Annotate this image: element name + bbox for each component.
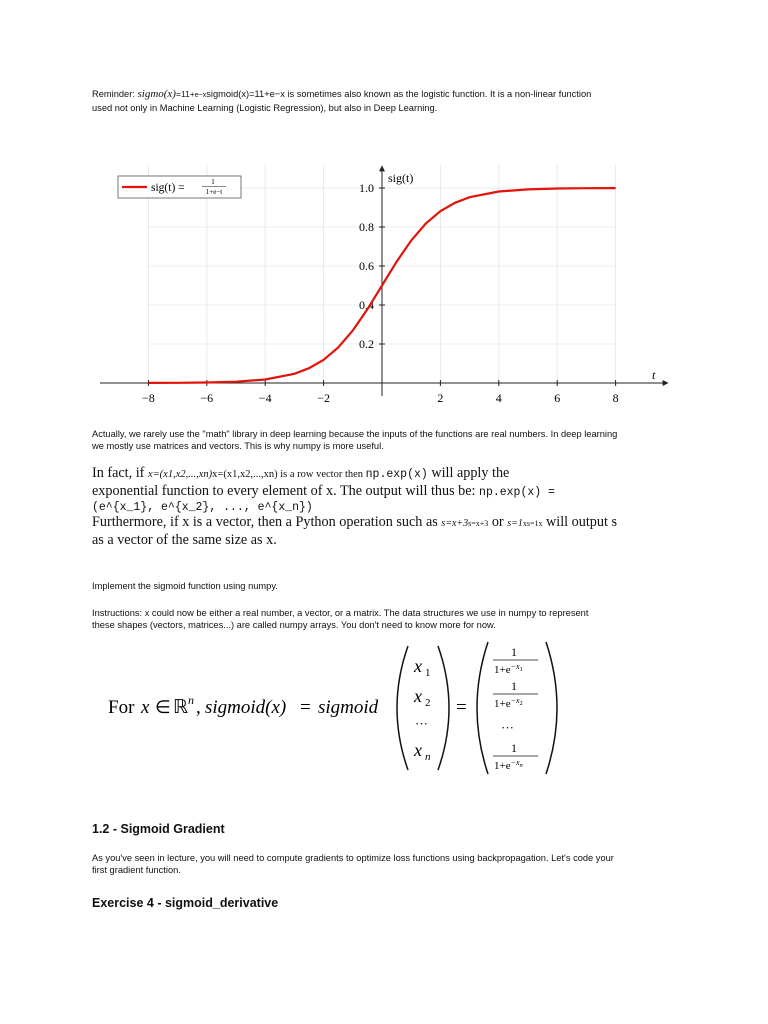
para3-line-1: In fact, if x=(x1,x2,...,xn)x=(x1,x2,...,xn) is a row vector then np.exp(x) will apply the [92,465,510,481]
legend-numerator: 1 [211,177,215,186]
eq-for: For [108,697,135,718]
para3-line-4: Furthermore, if x is a vector, then a Python operation such as s=x+3s=x+3 or s=1xs=1x will output s [92,514,617,530]
eq-n: n [188,693,194,707]
section-line-2: first gradient function. [92,865,181,875]
x-tick-label: −4 [258,391,272,405]
section-paragraph [92,852,692,876]
legend-denominator: 1+e−t [205,188,223,196]
left-paren-open [397,646,408,770]
instructions-line-1: Instructions: x could now be either a real number, a vector, or a matrix. The data structures we use in numpy to represent [92,608,589,618]
eq-equals-1: = [300,697,311,718]
x-tick-label: 4 [495,391,502,405]
actually-line-2: we mostly use matrices and vectors. This is why numpy is more useful. [92,441,384,451]
implement-text: Implement the sigmoid function using numpy. [92,581,278,591]
section-line-1: As you've seen in lecture, you will need to compute gradients to optimize loss functions using backpropagation. Let's code your [92,853,614,863]
x-axis-label: t [652,368,656,382]
x-tick-label: −8 [142,391,155,405]
eq-sigmoid: sigmoid [318,697,379,718]
right-paren-close [546,642,557,774]
frac-dots: ··· [501,720,514,735]
sigmoid-chart [90,160,680,410]
instructions-line-2: these shapes (vectors, matrices...) are called numpy arrays. You don't need to know more for now. [92,620,496,630]
y-tick-label: 0.4 [359,298,374,312]
actually-line-1: Actually, we rarely use the "math" library in deep learning because the inputs of the functions are real numbers. In deep learning [92,429,618,439]
y-tick-label: 0.2 [359,337,374,351]
actually-paragraph [92,428,692,452]
eq-reals: ℝ [173,697,189,718]
para3-line-5: as a vector of the same size as x. [92,532,277,548]
chart-legend [118,176,241,198]
fracn-den: $1+e^{-x}n$ [494,758,523,772]
vec-dots: ··· [415,716,428,731]
eq-sigmoid-x: sigmoid(x) [205,697,287,718]
sigmoid-vector-equation [100,638,580,778]
y-tick-label: 1.0 [359,181,374,195]
section-heading: 1.2 - Sigmoid Gradient [92,822,225,836]
right-paren-open [477,642,488,774]
x-tick-label: 6 [554,391,561,405]
exercise-heading: Exercise 4 - sigmoid_derivative [92,896,279,910]
frac1-num: 1 [511,645,517,659]
vec-x1: x [414,656,422,676]
eq-equals-2: = [456,697,467,718]
vec-xn-sub: n [425,751,431,763]
para3-line-2: exponential function to every element of x. The output will thus be: np.exp(x) = [92,483,555,499]
frac1-den: $1+e^{-x}1$ [494,662,523,676]
eq-x: x [141,697,150,718]
vec-x2-sub: 2 [425,697,431,709]
y-tick-label: 0.6 [359,259,374,273]
frac2-den: $1+e^{-x}2$ [494,696,523,710]
y-tick-label: 0.8 [359,220,374,234]
legend-label: sig(t) = [151,182,185,194]
para3-line-3: (e^{x_1}, e^{x_2}, ..., e^{x_n}) [92,501,313,514]
x-tick-label: −6 [200,391,214,405]
x-tick-label: −2 [317,391,330,405]
frac2-num: 1 [511,679,517,693]
eq-comma: , [196,697,201,718]
numpy-exp-paragraph [92,465,692,549]
reminder-paragraph [92,88,692,114]
vec-x2: x [414,686,422,706]
instructions-paragraph [92,607,692,631]
x-tick-label: 8 [612,391,619,405]
x-tick-label: 2 [437,391,444,405]
eq-in: ∈ [155,697,171,717]
left-paren-close [438,646,449,770]
vec-xn: x [414,740,422,760]
vec-x1-sub: 1 [425,667,431,679]
reminder-line-1: Reminder: sigmo(x)=11+e−xsigmoid(x)=11+e−x is sometimes also known as the logistic function. It is a non-linear function [92,88,592,100]
fracn-num: 1 [511,741,517,755]
reminder-line-2: used not only in Machine Learning (Logistic Regression), but also in Deep Learning. [92,103,438,113]
chart-ticks [142,181,619,405]
y-axis-label: sig(t) [388,171,414,185]
